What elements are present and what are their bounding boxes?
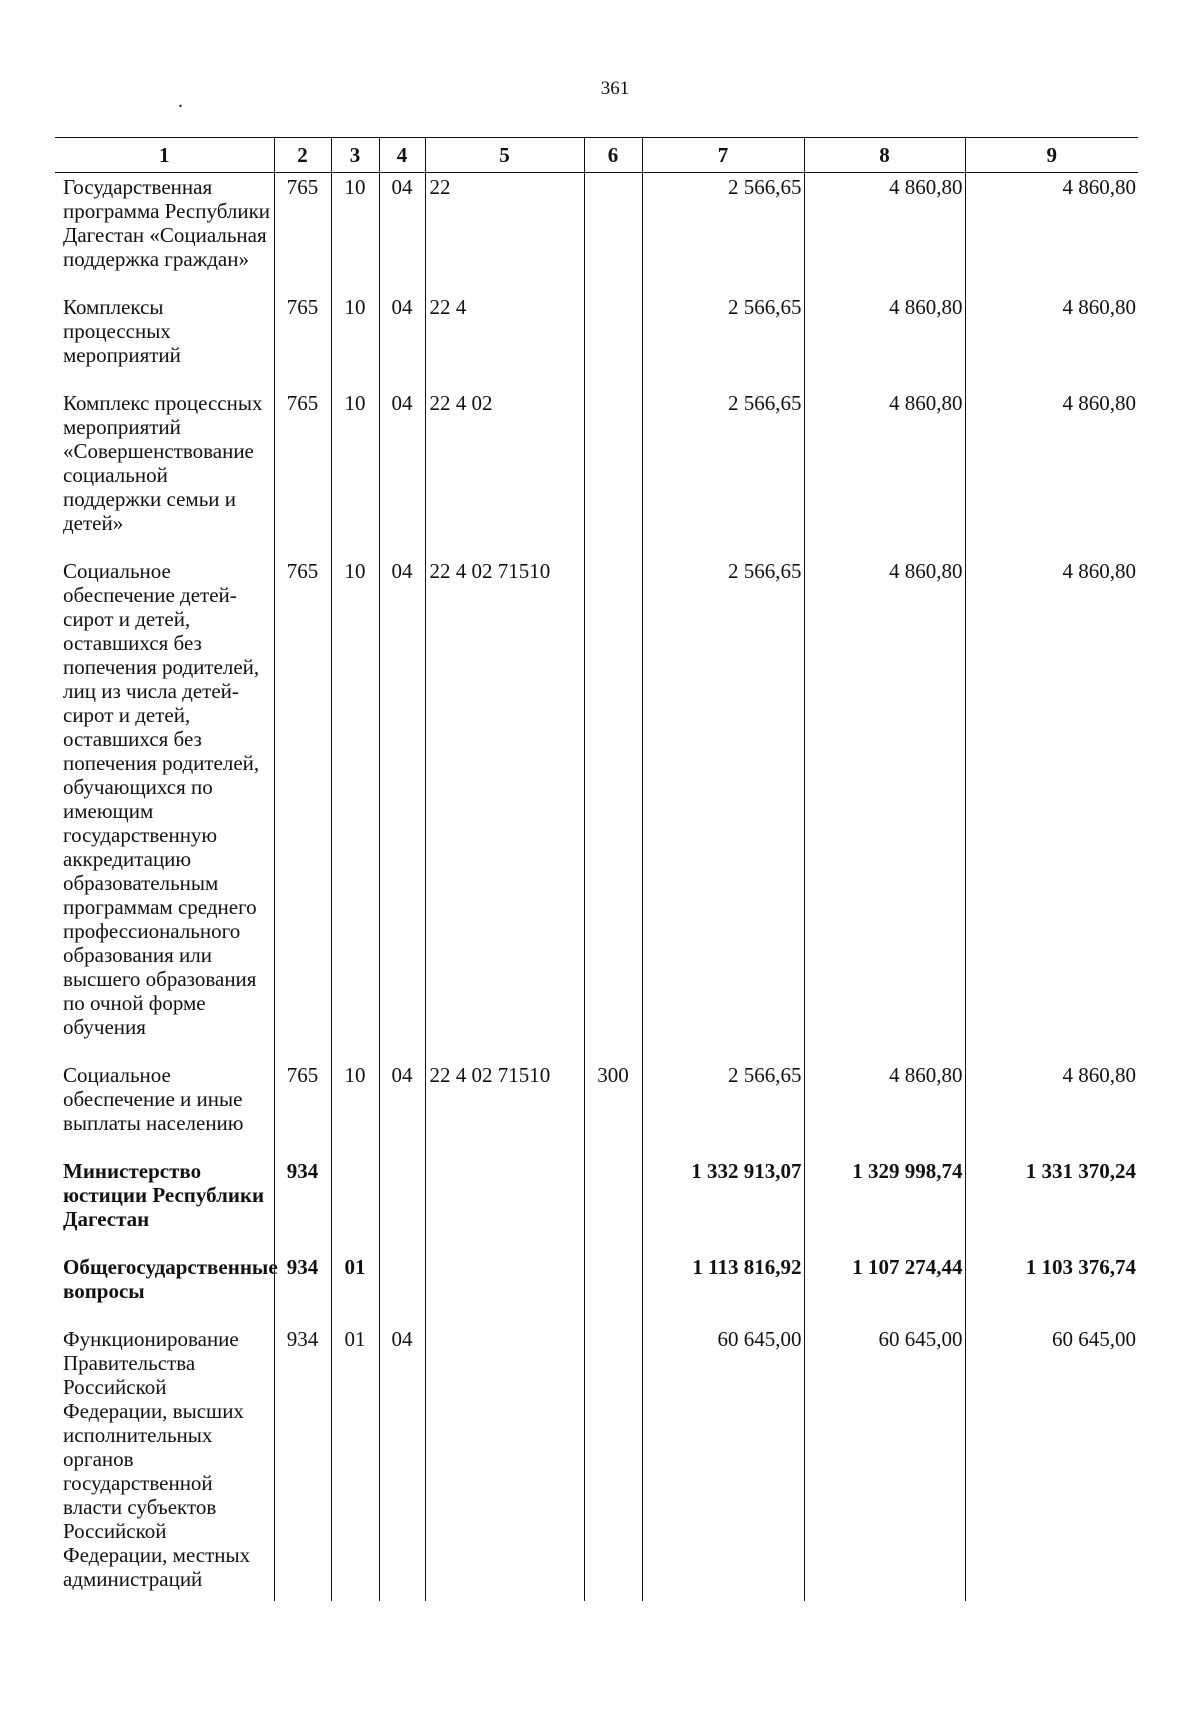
row-amount-col-8: 4 860,80	[804, 173, 965, 294]
row-amount-col-9: 4 860,80	[965, 389, 1138, 557]
row-subsection-code: 04	[379, 293, 425, 389]
row-section-code: 10	[331, 173, 379, 294]
row-amount-col-8: 1 107 274,44	[804, 1253, 965, 1325]
row-name: Социальное обеспечение и иные выплаты населению	[55, 1061, 274, 1157]
header-col-2: 2	[274, 138, 331, 173]
row-expense-type	[584, 557, 642, 1061]
row-name: Комплекс процессных мероприятий «Совершенствование социальной поддержки семьи и детей»	[55, 389, 274, 557]
header-row	[55, 138, 1138, 173]
row-amount-col-7: 2 566,65	[642, 293, 804, 389]
row-subsection-code: 04	[379, 173, 425, 294]
header-col-8: 8	[804, 138, 965, 173]
row-amount-col-9: 60 645,00	[965, 1325, 1138, 1601]
row-target-article	[425, 1325, 584, 1601]
row-target-article: 22	[425, 173, 584, 294]
row-amount-col-7: 1 113 816,92	[642, 1253, 804, 1325]
header-col-4: 4	[379, 138, 425, 173]
row-subsection-code: 04	[379, 389, 425, 557]
header-col-5: 5	[425, 138, 584, 173]
row-subsection-code: 04	[379, 1325, 425, 1601]
row-section-code: 10	[331, 1061, 379, 1157]
row-name: Общегосударственные вопросы	[55, 1253, 274, 1325]
row-target-article: 22 4 02 71510	[425, 557, 584, 1061]
table-row	[55, 1061, 1138, 1157]
row-amount-col-9: 1 331 370,24	[965, 1157, 1138, 1253]
row-ministry-code: 765	[274, 173, 331, 294]
row-section-code: 01	[331, 1253, 379, 1325]
row-amount-col-9: 4 860,80	[965, 557, 1138, 1061]
header-col-3: 3	[331, 138, 379, 173]
row-section-code: 10	[331, 557, 379, 1061]
page-number: 361	[600, 78, 630, 99]
row-amount-col-8: 4 860,80	[804, 389, 965, 557]
table-row	[55, 1325, 1138, 1601]
row-subsection-code: 04	[379, 1061, 425, 1157]
row-target-article: 22 4 02 71510	[425, 1061, 584, 1157]
row-amount-col-9: 4 860,80	[965, 1061, 1138, 1157]
row-amount-col-8: 4 860,80	[804, 557, 965, 1061]
table-row	[55, 1157, 1138, 1253]
table-row	[55, 293, 1138, 389]
row-ministry-code: 934	[274, 1157, 331, 1253]
row-section-code	[331, 1157, 379, 1253]
row-amount-col-7: 2 566,65	[642, 1061, 804, 1157]
row-expense-type	[584, 173, 642, 294]
row-amount-col-9: 1 103 376,74	[965, 1253, 1138, 1325]
row-amount-col-7: 2 566,65	[642, 389, 804, 557]
row-expense-type: 300	[584, 1061, 642, 1157]
row-subsection-code	[379, 1157, 425, 1253]
table-row	[55, 389, 1138, 557]
row-expense-type	[584, 1325, 642, 1601]
header-col-7: 7	[642, 138, 804, 173]
row-target-article	[425, 1157, 584, 1253]
row-name: Комплексы процессных мероприятий	[55, 293, 274, 389]
row-amount-col-7: 2 566,65	[642, 173, 804, 294]
row-ministry-code: 765	[274, 1061, 331, 1157]
margin-dot: .	[178, 90, 183, 112]
row-amount-col-8: 4 860,80	[804, 293, 965, 389]
row-amount-col-9: 4 860,80	[965, 173, 1138, 294]
row-subsection-code: 04	[379, 557, 425, 1061]
row-subsection-code	[379, 1253, 425, 1325]
row-ministry-code: 765	[274, 389, 331, 557]
row-amount-col-7: 2 566,65	[642, 557, 804, 1061]
row-name: Государственная программа Республики Дагестан «Социальная поддержка граждан»	[55, 173, 274, 294]
row-section-code: 10	[331, 293, 379, 389]
row-amount-col-8: 4 860,80	[804, 1061, 965, 1157]
table-row	[55, 557, 1138, 1061]
header-col-6: 6	[584, 138, 642, 173]
row-name: Министерство юстиции Республики Дагестан	[55, 1157, 274, 1253]
row-expense-type	[584, 1253, 642, 1325]
header-col-9: 9	[965, 138, 1138, 173]
table-row	[55, 173, 1138, 294]
row-section-code: 10	[331, 389, 379, 557]
budget-table	[55, 137, 1138, 1601]
row-target-article	[425, 1253, 584, 1325]
table-row	[55, 1253, 1138, 1325]
row-section-code: 01	[331, 1325, 379, 1601]
row-ministry-code: 934	[274, 1325, 331, 1601]
row-name: Функционирование Правительства Российской Федерации, высших исполнительных органов государственной власти субъектов Российской Федерации, местных администраций	[55, 1325, 274, 1601]
row-ministry-code: 934	[274, 1253, 331, 1325]
row-amount-col-9: 4 860,80	[965, 293, 1138, 389]
row-expense-type	[584, 293, 642, 389]
row-expense-type	[584, 1157, 642, 1253]
header-col-1: 1	[55, 138, 274, 173]
row-ministry-code: 765	[274, 557, 331, 1061]
row-expense-type	[584, 389, 642, 557]
row-amount-col-8: 60 645,00	[804, 1325, 965, 1601]
row-target-article: 22 4 02	[425, 389, 584, 557]
row-ministry-code: 765	[274, 293, 331, 389]
row-target-article: 22 4	[425, 293, 584, 389]
row-amount-col-8: 1 329 998,74	[804, 1157, 965, 1253]
row-amount-col-7: 1 332 913,07	[642, 1157, 804, 1253]
row-amount-col-7: 60 645,00	[642, 1325, 804, 1601]
row-name: Социальное обеспечение детей-сирот и детей, оставшихся без попечения родителей, лиц из числа детей-сирот и детей, оставшихся без попечения родителей, обучающихся по имеющим государственную аккредитацию образовательным программам среднего профессионального образования или высшего образования по очной форме обучения	[55, 557, 274, 1061]
